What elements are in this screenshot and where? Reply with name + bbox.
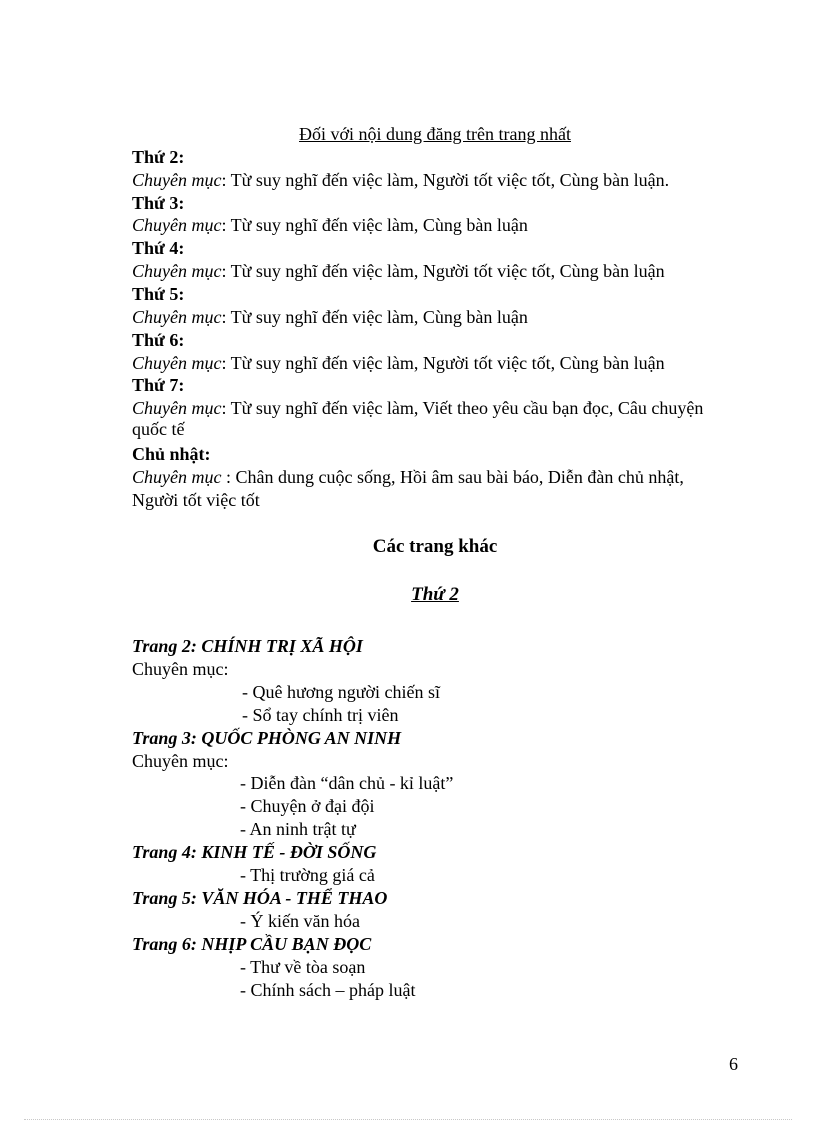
column-label: Chuyên mục [132, 215, 222, 235]
column-label-line: Chuyên mục: [132, 751, 229, 771]
column-label-line: Chuyên mục: [132, 659, 229, 679]
column-list: : Từ suy nghĩ đến việc làm, Người tốt việc tốt, Cùng bàn luận. [221, 170, 670, 190]
column-list: : Từ suy nghĩ đến việc làm, Cùng bàn luận [221, 307, 528, 327]
column-label: Chuyên mục [132, 170, 222, 190]
column-line [132, 169, 669, 191]
column-label: Chuyên mục [132, 398, 222, 418]
column-list-continuation: quốc tế [132, 419, 185, 439]
page-section-title: Trang 5: VĂN HÓA - THỂ THAO [132, 888, 388, 908]
column-line [132, 260, 665, 282]
day-label: Thứ 3: [132, 193, 185, 213]
day-label: Thứ 5: [132, 284, 185, 304]
page-section-title: Trang 3: QUỐC PHÒNG AN NINH [132, 728, 402, 748]
page-bottom-divider [24, 1119, 792, 1120]
front-page-heading: Đối với nội dung đăng trên trang nhất [299, 124, 571, 144]
day-label: Thứ 2: [132, 147, 185, 167]
column-line [132, 214, 528, 236]
column-item: - An ninh trật tự [240, 819, 356, 839]
column-label: Chuyên mục [132, 467, 222, 487]
day-label: Chủ nhật: [132, 444, 211, 464]
column-line [132, 306, 528, 328]
column-line [132, 352, 665, 374]
column-item: - Quê hương người chiến sĩ [242, 682, 441, 702]
column-list-continuation: Người tốt việc tốt [132, 490, 260, 510]
column-list: : Từ suy nghĩ đến việc làm, Người tốt việc tốt, Cùng bàn luận [221, 261, 665, 281]
page-section-title: Trang 2: CHÍNH TRỊ XÃ HỘI [132, 636, 363, 656]
column-item: - Diễn đàn “dân chủ - kỉ luật” [240, 773, 454, 793]
column-line [132, 397, 703, 419]
column-list: : Từ suy nghĩ đến việc làm, Viết theo yêu cầu bạn đọc, Câu chuyện [221, 398, 704, 418]
column-line [132, 466, 684, 488]
column-label: Chuyên mục [132, 353, 222, 373]
column-item: - Sổ tay chính trị viên [242, 705, 399, 725]
column-item: - Chính sách – pháp luật [240, 980, 416, 1000]
column-item: - Ý kiến văn hóa [240, 911, 360, 931]
day-label: Thứ 4: [132, 238, 185, 258]
column-list: : Chân dung cuộc sống, Hồi âm sau bài báo, Diễn đàn chủ nhật, [221, 467, 684, 487]
page-number: 6 [729, 1054, 738, 1074]
day-heading: Thứ 2 [411, 584, 459, 605]
section-title: Các trang khác [372, 536, 498, 557]
day-label: Thứ 7: [132, 375, 185, 395]
day-label: Thứ 6: [132, 330, 185, 350]
column-list: : Từ suy nghĩ đến việc làm, Người tốt việc tốt, Cùng bàn luận [221, 353, 665, 373]
column-item: - Chuyện ở đại đội [240, 796, 375, 816]
column-item: - Thị trường giá cả [240, 865, 375, 885]
column-label: Chuyên mục [132, 261, 222, 281]
column-list: : Từ suy nghĩ đến việc làm, Cùng bàn luận [221, 215, 528, 235]
column-label: Chuyên mục [132, 307, 222, 327]
page-section-title: Trang 6: NHỊP CẦU BẠN ĐỌC [132, 934, 372, 954]
page-section-title: Trang 4: KINH TẾ - ĐỜI SỐNG [132, 842, 377, 862]
column-item: - Thư về tòa soạn [240, 957, 366, 977]
